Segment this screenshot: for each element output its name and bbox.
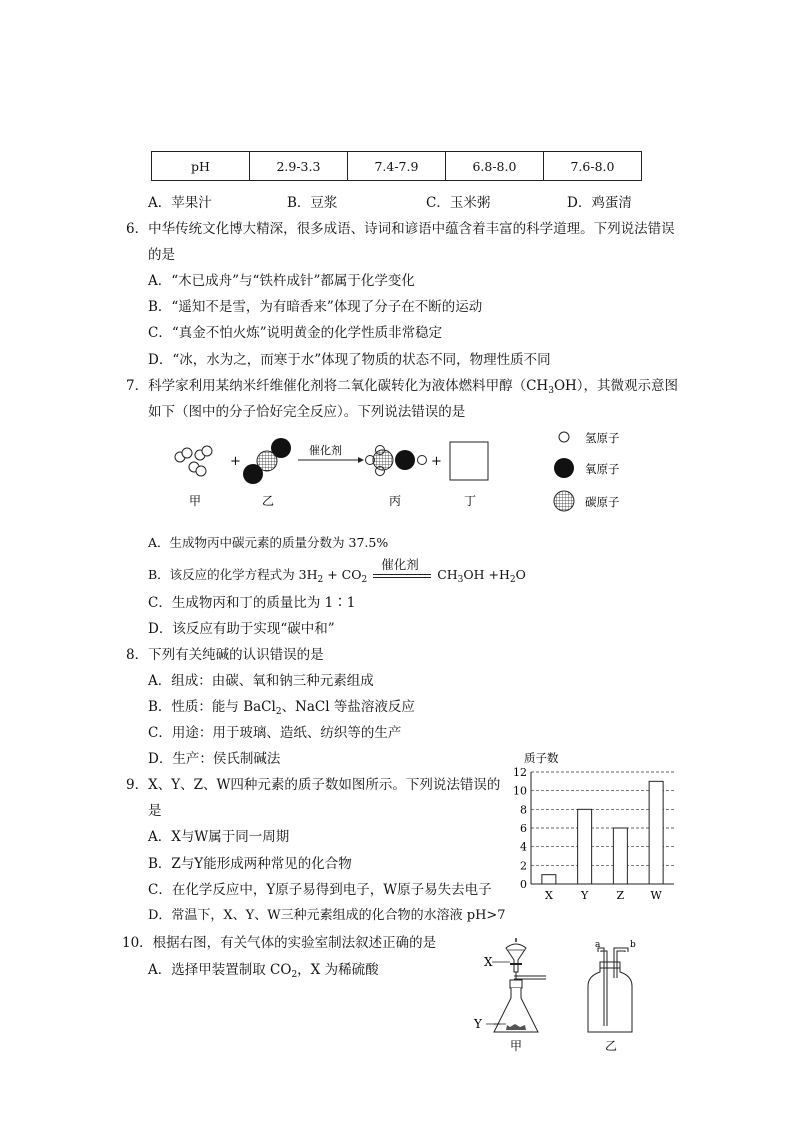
plus-sign: + [431, 454, 442, 469]
q7-stem: 7．科学家利用某纳米纤维催化剂将二氧化碳转化为液体燃料甲醇$(CH_3OH)$，其微观示意图 [126, 378, 679, 396]
q8-option-a: A．组成：由碳、氧和钠三种元素组成 [148, 673, 374, 689]
legend-hydrogen: 氢原子 [585, 431, 620, 445]
ph-value-cell: 6.8-8.0 [445, 152, 543, 181]
y-tick-label: 6 [520, 822, 527, 835]
catalyst-label: 催化剂 [309, 444, 342, 457]
bar-x [542, 875, 556, 884]
chart-ylabel: 质子数 [524, 751, 559, 765]
x-tick-label: W [650, 889, 662, 902]
bar-y [578, 809, 592, 884]
label-ding: 丁 [464, 494, 477, 508]
table-row [152, 152, 642, 181]
ph-value-cell: 7.4-7.9 [347, 152, 445, 181]
y-tick-label: 0 [520, 878, 527, 891]
q7-stem-cont: 如下（图中的分子恰好完全反应）。下列说法错误的是 [148, 404, 466, 420]
legend-carbon: 碳原子 [585, 495, 620, 509]
q6-option-b: B．“遥知不是雪，为有暗香来”体现了分子在不断的运动 [148, 299, 483, 315]
q5-option-c: C．玉米粥 [426, 195, 491, 211]
q5-option-a: A．苹果汁 [148, 195, 212, 211]
q9-option-d: D．常温下，X、Y、W三种元素组成的化合物的水溶液 pH>7 [148, 908, 506, 923]
q7-option-c: C．生成物丙和丁的质量比为 1∶1 [148, 595, 356, 611]
ph-value-cell: 7.6-8.0 [543, 152, 641, 181]
chart-xticks [545, 889, 663, 902]
label-yi: 乙 [605, 1039, 618, 1053]
bar-z [613, 828, 627, 884]
carbon-legend-icon [554, 491, 574, 511]
q7-option-b: B．该反应的化学方程式为 $3H_2 + CO_2$ 催化剂 $CH_3OH +H_2O$ [148, 556, 526, 585]
q7-option-a: A．生成物丙中碳元素的质量分数为 37.5% [148, 535, 389, 550]
q6-stem-cont: 的是 [148, 247, 175, 263]
q8-stem: 8．下列有关纯碱的认识错误的是 [126, 647, 324, 663]
reaction-arrow [298, 457, 364, 463]
label-b: b [630, 940, 636, 950]
chart-yticks [513, 766, 527, 891]
q9-stem: 9．X、Y、Z、W四种元素的质子数如图所示。下列说法错误的 [126, 777, 501, 793]
q9-option-b: B．Z与Y能形成两种常见的化合物 [148, 856, 352, 872]
x-tick-label: Z [616, 889, 625, 902]
proton-chart [508, 748, 680, 908]
y-tick-label: 4 [520, 840, 527, 854]
y-tick-label: 2 [520, 859, 527, 873]
label-x: X [484, 955, 493, 969]
q10-stem: 10．根据右图，有关气体的实验室制法叙述正确的是 [122, 935, 437, 951]
ph-value-cell: 2.9-3.3 [249, 152, 347, 181]
q9-stem-cont: 是 [148, 803, 162, 819]
q8-option-b: B．性质：能与 BaCl$_2$、NaCl 等盐溶液反应 [148, 699, 415, 717]
reaction-diagram [160, 425, 640, 517]
reactant-yi-molecule [243, 438, 291, 484]
apparatus-diagram [470, 936, 670, 1058]
oxygen-legend-icon [554, 458, 574, 478]
q6-option-a: A．“木已成舟”与“铁杵成针”都属于化学变化 [148, 273, 415, 289]
reactant-jia-molecules [175, 446, 212, 476]
q9-option-a: A．X与W属于同一周期 [148, 829, 290, 845]
hydrogen-legend-icon [559, 432, 569, 442]
q8-option-c: C．用途：用于玻璃、造纸、纺织等的生产 [148, 725, 402, 741]
label-y: Y [474, 1017, 482, 1031]
label-yi: 乙 [262, 494, 275, 508]
q6-stem: 6．中华传统文化博大精深，很多成语、诗词和谚语中蕴含着丰富的科学道理。下列说法错误 [126, 221, 675, 237]
bar-w [649, 781, 663, 884]
q7-option-d: D．该反应有助于实现“碳中和” [148, 621, 335, 637]
q8-option-d: D．生产：侯氏制碱法 [148, 751, 281, 767]
product-ding-box [450, 442, 488, 480]
label-jia: 甲 [189, 494, 202, 508]
plus-sign: + [230, 454, 241, 469]
label-bing: 丙 [389, 494, 402, 508]
y-tick-label: 10 [513, 784, 527, 798]
label-a: a [595, 940, 601, 950]
x-tick-label: X [544, 889, 553, 902]
q9-option-c: C．在化学反应中，Y原子易得到电子，W原子易失去电子 [148, 882, 492, 898]
apparatus-yi [588, 948, 632, 1032]
legend [554, 431, 620, 511]
q6-option-d: D．“冰，水为之，而寒于水”体现了物质的状态不同，物理性质不同 [148, 352, 551, 368]
ph-table [151, 151, 642, 181]
legend-oxygen: 氧原子 [585, 462, 620, 476]
q10-option-a: A．选择甲装置制取 $CO_2$，X 为稀硫酸 [148, 962, 379, 980]
apparatus-jia [486, 938, 546, 1032]
q5-option-b: B．豆浆 [287, 195, 338, 211]
y-tick-label: 12 [513, 766, 527, 779]
q6-option-c: C．“真金不怕火炼”说明黄金的化学性质非常稳定 [148, 325, 443, 341]
catalyst-arrow: 催化剂 [373, 569, 431, 583]
q5-option-d: D．鸡蛋清 [567, 195, 632, 211]
chart-bars [542, 781, 663, 884]
x-tick-label: Y [580, 889, 589, 902]
ph-header-cell: pH [152, 152, 250, 181]
label-jia: 甲 [510, 1039, 523, 1053]
product-bing-molecule [366, 446, 427, 476]
y-tick-label: 8 [520, 803, 527, 817]
